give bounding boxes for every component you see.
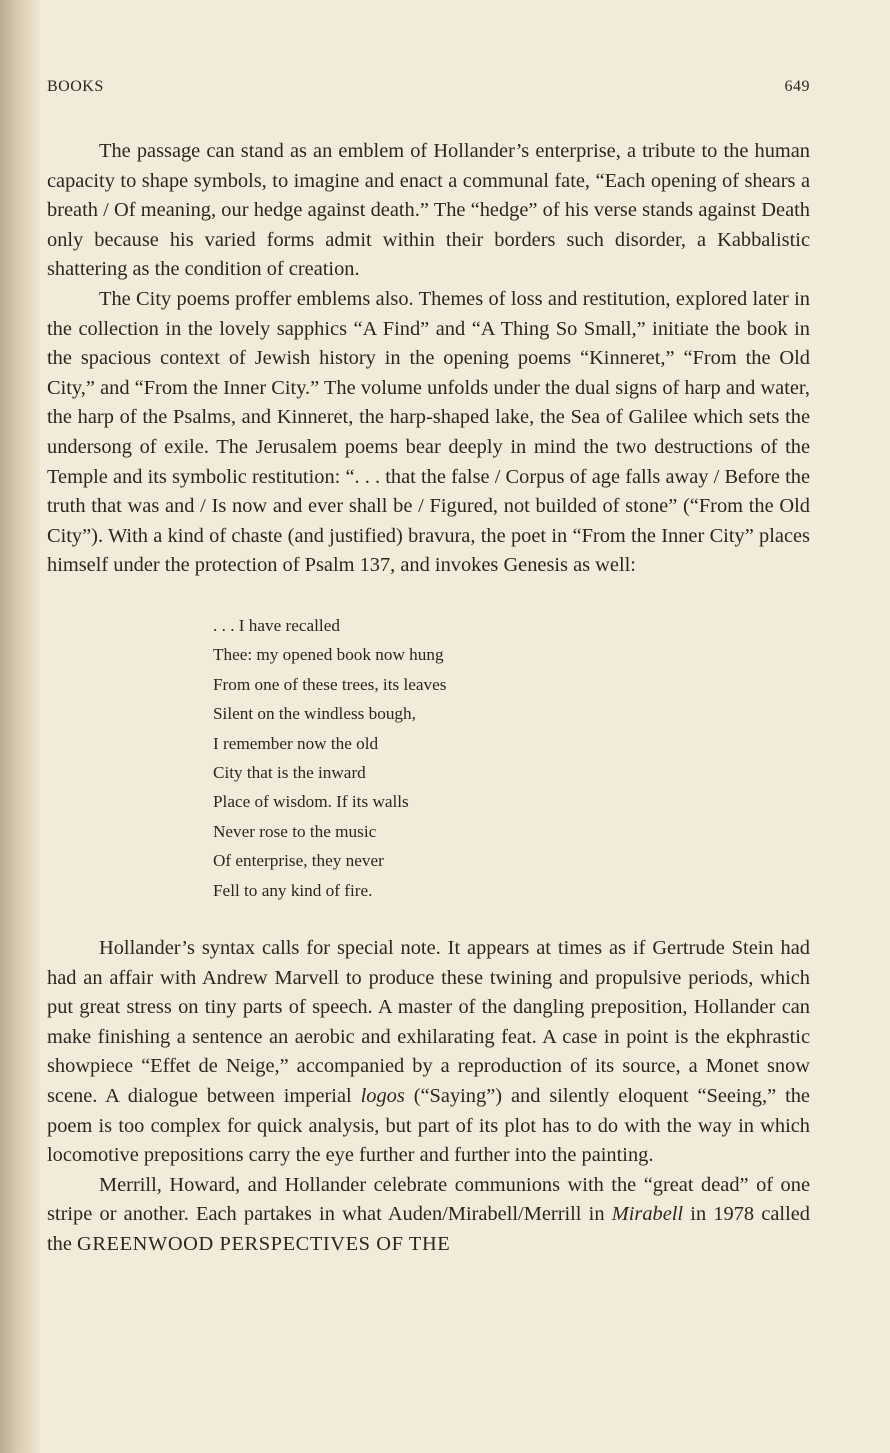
greenwood-caps: GREENWOOD PERSPECTIVES OF THE (77, 1232, 451, 1255)
poem-line: Place of wisdom. If its walls (213, 792, 409, 812)
paragraph-syntax-text-b: (“Saying”) and silently eloquent “Seeing,” the poem is too complex for quick analysis, but part of its plot has to do with the way in which locomotive prepositions carry the eye further and further into the painting. (47, 1084, 810, 1167)
poem-line: Fell to any kind of fire. (213, 880, 373, 900)
poem-line: Silent on the windless bough, (213, 704, 416, 724)
section-title: BOOKS (47, 78, 104, 95)
italic-mirabell: Mirabell (611, 1203, 684, 1226)
poem-line: . . . I have recalled (213, 615, 340, 635)
paragraph-syntax (47, 934, 810, 1171)
paragraph-communions-text-a: Merrill, Howard, and Hollander celebrate communions with the “great dead” of one stripe or another. Each partakes in what Auden/Mirabell/Merrill in (47, 1173, 810, 1226)
poem-line: Of enterprise, they never (213, 851, 384, 871)
poem-line: City that is the inward (213, 762, 366, 782)
poem-line: Thee: my opened book now hung (213, 645, 444, 665)
running-header (47, 78, 810, 96)
paragraph-syntax-text-a: Hollander’s syntax calls for special note. It appears at times as if Gertrude Stein had had an affair with Andrew Marvell to produce these twining and propulsive periods, which put great stress on tiny parts of speech. A master of the dangling preposition, Hollander can make finishing a sentence an aerobic and exhilarating feat. A case in point is the ekphrastic showpiece “Effet de Neige,” accompanied by a reproduction of its source, a Monet snow scene. A dialogue between imperial (47, 936, 810, 1107)
poem-line: From one of these trees, its leaves (213, 674, 447, 694)
paragraph-communions-text-b: in 1978 called the (47, 1203, 810, 1255)
poem-line: Never rose to the music (213, 821, 377, 841)
paragraph-city-poems: The City poems proffer emblems also. Themes of loss and restitution, explored later in the collection in the lovely sapphics “A Find” and “A Thing So Small,” initiate the book in the spacious context of Jewish history in the opening poems “Kinneret,” “From the Old City,” and “From the Inner City.” The volume unfolds under the dual signs of harp and water, the harp of the Psalms, and Kinneret, the harp-shaped lake, the Sea of Galilee which sets the undersong of exile. The Jerusalem poems bear deeply in mind the two destructions of the Temple and its symbolic restitution: “. . . that the false / Corpus of age falls away / Before the truth that was and / Is now and ever shall be / Figured, not builded of stone” (“From the Old City”). With a kind of chaste (and justified) bravura, the poet in “From the Inner City” places himself under the protection of Psalm 137, and invokes Genesis as well: (47, 287, 810, 577)
book-gutter-shadow (0, 0, 40, 1453)
paragraph-emblem: The passage can stand as an emblem of Hollander’s enterprise, a tribute to the human capacity to shape symbols, to imagine and enact a communal fate, “Each opening of shears a breath / Of meaning, our hedge against death.” The “hedge” of his verse stands against Death only because his varied forms admit within their borders such disorder, a Kabbalistic shattering as the condition of creation. (47, 140, 810, 281)
poem-excerpt (213, 611, 810, 905)
page-number: 649 (784, 78, 810, 95)
italic-logos: logos (360, 1084, 405, 1107)
paragraph-communions (47, 1171, 810, 1260)
poem-line: I remember now the old (213, 733, 379, 753)
book-page (47, 78, 810, 1260)
